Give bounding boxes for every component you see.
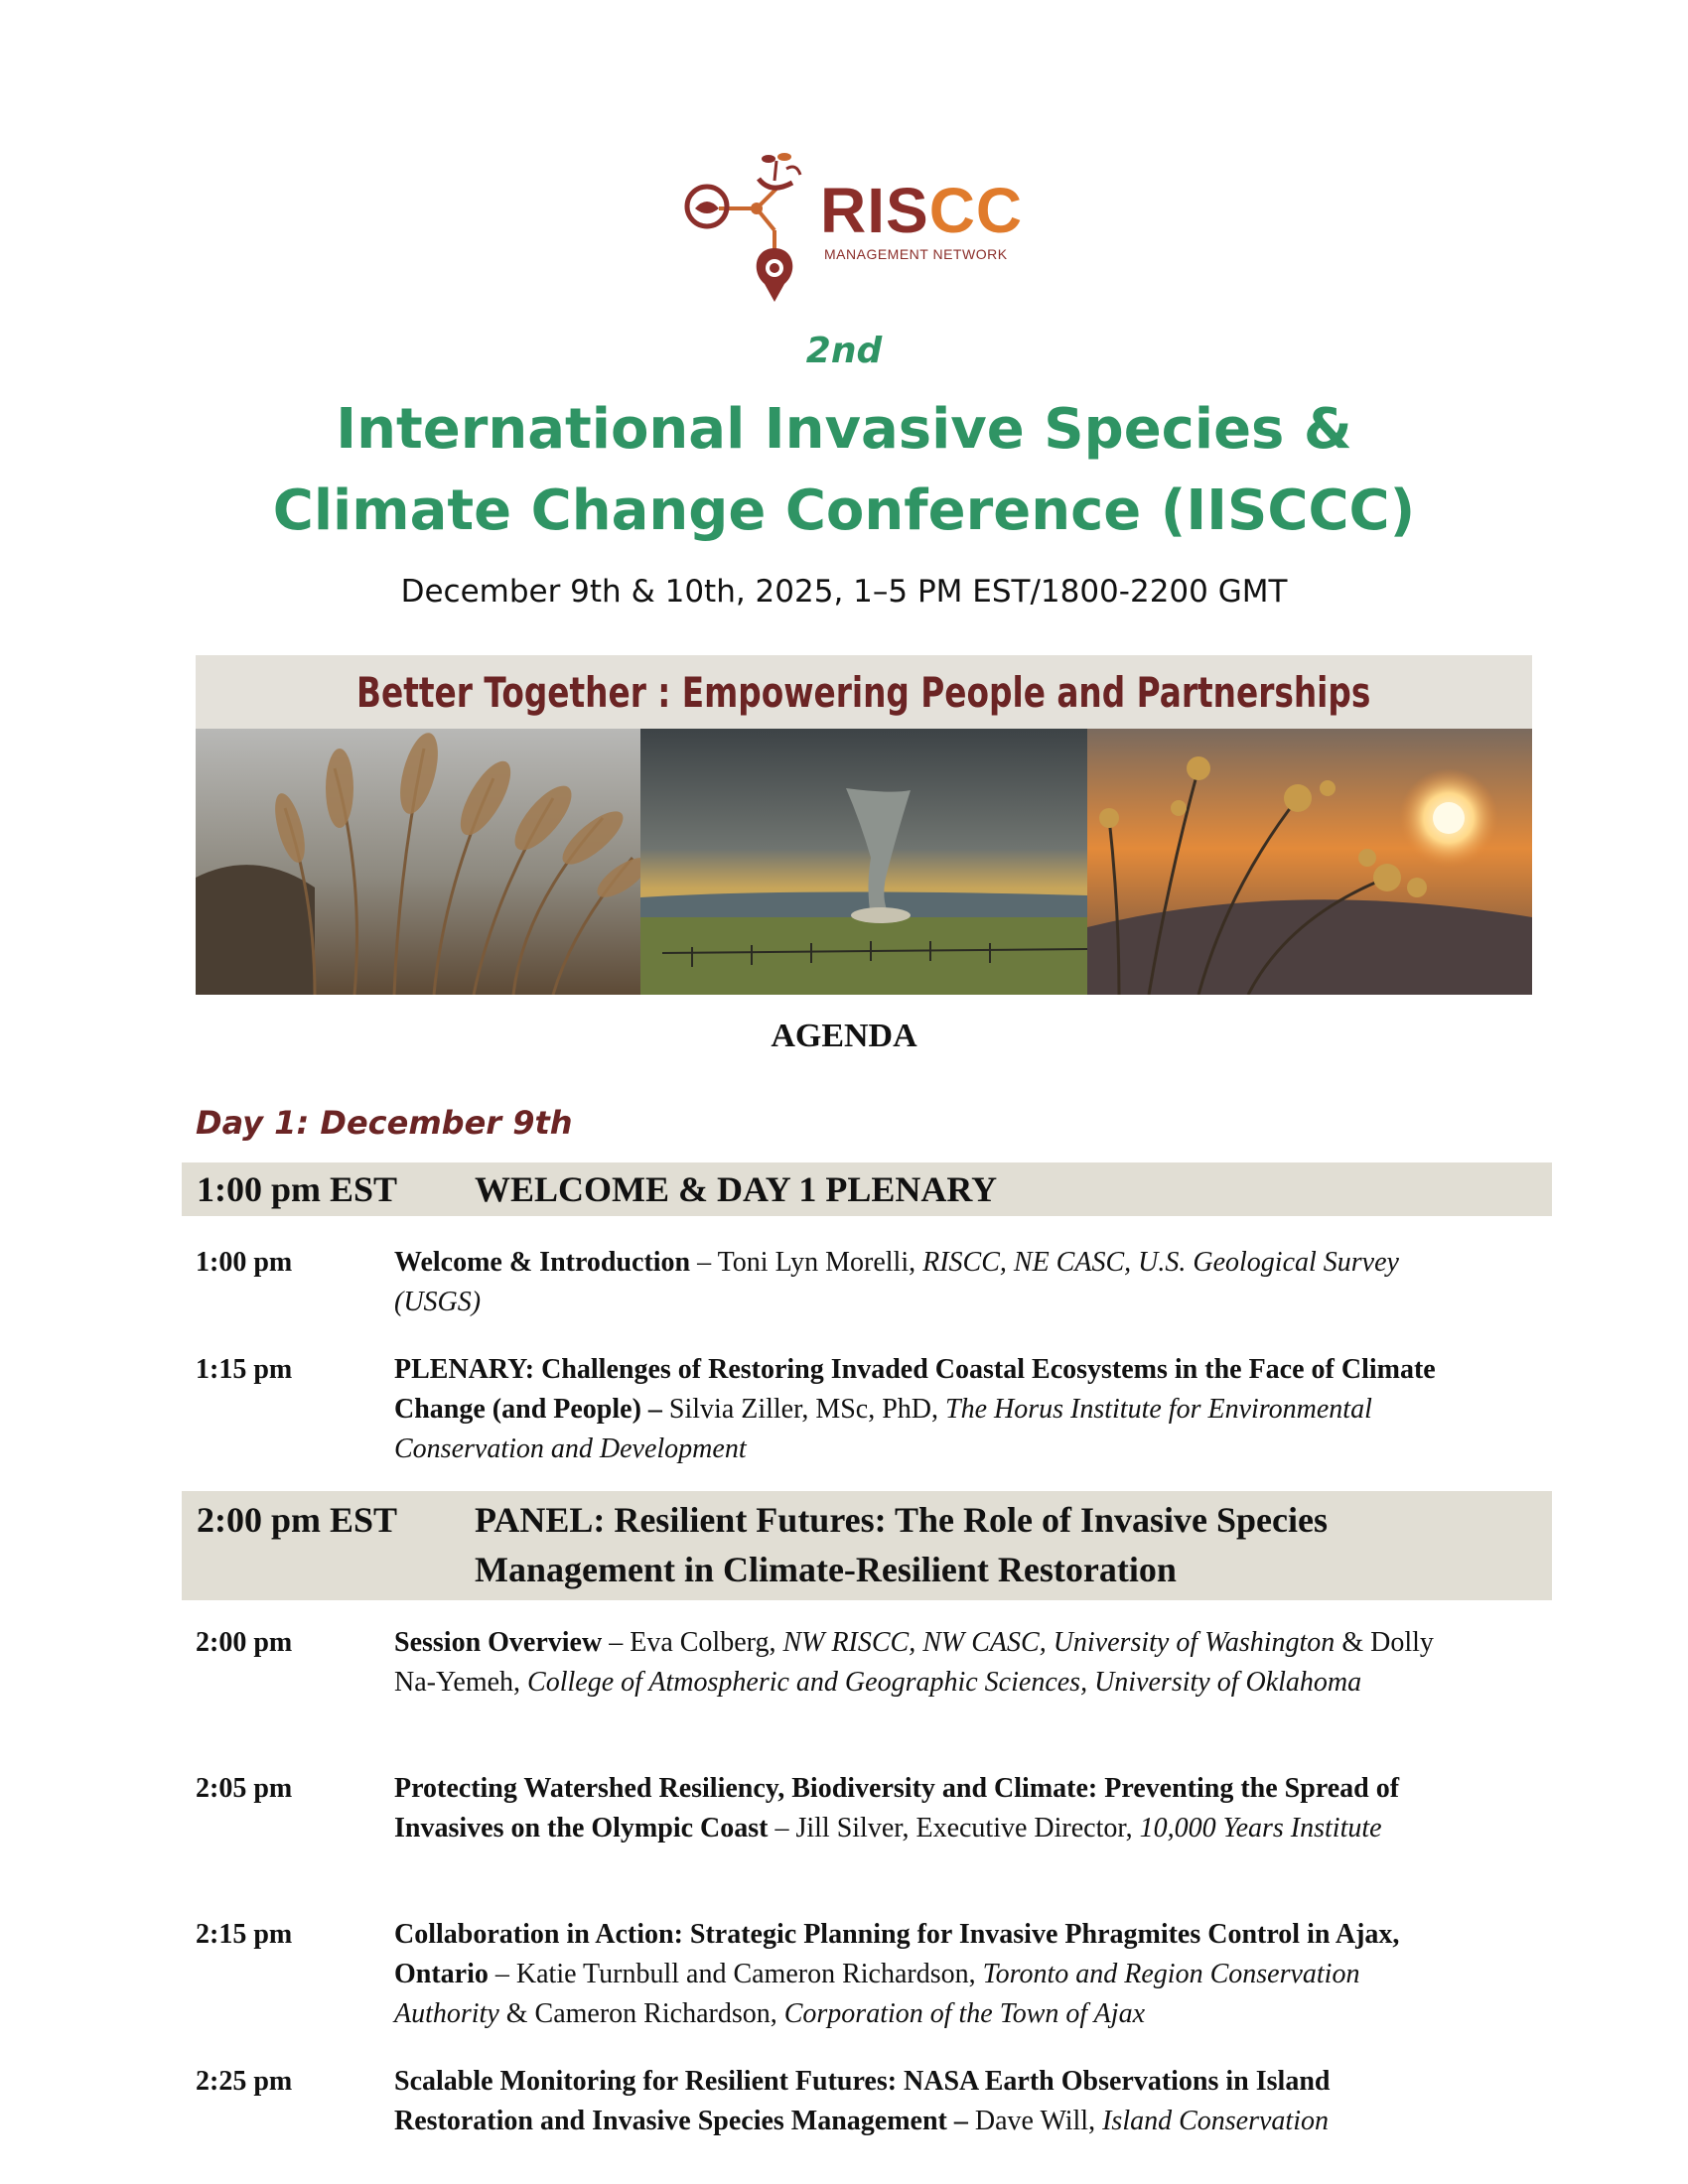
agenda-title: AGENDA: [771, 1018, 917, 1054]
affiliation: Island Conservation: [1102, 2106, 1329, 2136]
conference-title-line2: Climate Change Conference (IISCCC): [272, 478, 1416, 543]
affiliation: RISCC, NE CASC, U.S. Geological Survey (USGS): [394, 1247, 1399, 1317]
agenda-item-time: 2:25 pm: [196, 2066, 293, 2097]
banner-photos: [196, 729, 1532, 995]
banner-tagline: Better Together : Empowering People and Partnerships: [356, 667, 1371, 717]
speaker: Toni Lyn Morelli,: [717, 1247, 923, 1278]
agenda-item-time: 2:00 pm: [196, 1627, 293, 1658]
session-time: 1:00 pm EST: [197, 1169, 398, 1209]
affiliation-2: College of Atmospheric and Geographic Sciences, University of Oklahoma: [527, 1667, 1362, 1698]
speaker: Katie Turnbull and Cameron Richardson,: [515, 1959, 983, 1989]
logo-wordmark-part1: RIS: [820, 175, 929, 246]
affiliation: NW RISCC, NW CASC, University of Washington: [782, 1627, 1336, 1658]
affiliation: The Horus Institute for Environmental Conservation and Development: [394, 1394, 1372, 1464]
affiliation: Toronto and Region Conservation Authority: [394, 1959, 1360, 2029]
agenda-item-time: 2:15 pm: [196, 1919, 293, 1950]
speaker: Silvia Ziller, MSc, PhD,: [668, 1394, 946, 1425]
logo-subtitle: MANAGEMENT NETWORK: [824, 246, 1008, 262]
agenda-item-time: 2:05 pm: [196, 1773, 293, 1804]
agenda-item-details: Session Overview – Eva Colberg, NW RISCC, NW CASC, University of Washington & Dolly Na-Yemeh, College of Atmospheric and Geographic Sciences, University of Oklahoma: [394, 1627, 1434, 1698]
speaker: Dave Will,: [974, 2106, 1103, 2136]
affiliation-2: Corporation of the Town of Ajax: [783, 1998, 1145, 2029]
grass-photo-icon: [196, 729, 653, 995]
session-name: PANEL: Resilient Futures: The Role of Invasive Species Management in Climate-Resilient Restoration: [475, 1500, 1328, 1589]
agenda-item-details: Welcome & Introduction – Toni Lyn Morelli, RISCC, NE CASC, U.S. Geological Survey (USGS): [394, 1247, 1399, 1317]
talk-title: Protecting Watershed Resiliency, Biodiversity and Climate: Preventing the Spread of Invasives on the Olympic Coast: [394, 1773, 1400, 1843]
riscc-emblem-icon: [675, 139, 824, 308]
talk-title: Scalable Monitoring for Resilient Futures: NASA Earth Observations in Island Restoration and Invasive Species Management: [394, 2066, 1331, 2136]
conference-edition: 2nd: [805, 331, 883, 371]
talk-title: Welcome & Introduction: [394, 1247, 691, 1278]
agenda-item-details: Protecting Watershed Resiliency, Biodiversity and Climate: Preventing the Spread of Invasives on the Olympic Coast – Jill Silver, Executive Director, 10,000 Years Institute: [394, 1773, 1400, 1843]
speaker-2: Dolly Na-Yemeh,: [394, 1627, 1434, 1698]
agenda-item-details: Scalable Monitoring for Resilient Futures: NASA Earth Observations in Island Restoration and Invasive Species Management – Dave Will, Island Conservation: [394, 2066, 1331, 2136]
speaker-2: Cameron Richardson,: [534, 1998, 784, 2029]
day-1-title: Day 1: December 9th: [196, 1104, 573, 1142]
session-bar-welcome: [182, 1162, 1552, 1216]
agenda-item-details: Collaboration in Action: Strategic Planning for Invasive Phragmites Control in Ajax, Ontario – Katie Turnbull and Cameron Richardson, Toronto and Region Conservation Authority & Cameron Richardson, Corporation of the Town of Ajax: [394, 1919, 1400, 2029]
talk-title: PLENARY: Challenges of Restoring Invaded Coastal Ecosystems in the Face of Climate Change (and People): [394, 1354, 1436, 1425]
conference-dates: December 9th & 10th, 2025, 1–5 PM EST/1800-2200 GMT: [400, 574, 1288, 610]
speaker: Eva Colberg,: [630, 1627, 783, 1658]
session-time: 2:00 pm EST: [197, 1500, 398, 1540]
session-name: WELCOME & DAY 1 PLENARY: [475, 1169, 998, 1209]
conference-title: [0, 389, 1688, 552]
talk-title: Collaboration in Action: Strategic Planning for Invasive Phragmites Control in Ajax, Ontario: [394, 1919, 1400, 1989]
affiliation: 10,000 Years Institute: [1139, 1813, 1382, 1843]
riscc-logo: [675, 139, 1053, 308]
logo-wordmark: [820, 175, 1024, 246]
tornado-photo-icon: [640, 729, 1087, 995]
agenda-item-time: 1:15 pm: [196, 1354, 293, 1385]
talk-title: Session Overview: [394, 1627, 603, 1658]
agenda-item-time: 1:00 pm: [196, 1247, 293, 1278]
conference-title-line1: International Invasive Species &: [336, 397, 1352, 462]
session-bar-panel: [182, 1491, 1552, 1600]
speaker: Jill Silver, Executive Director,: [795, 1813, 1140, 1843]
sunset-flowers-photo-icon: [1087, 729, 1532, 995]
banner: [196, 655, 1532, 995]
agenda-item-details: PLENARY: Challenges of Restoring Invaded Coastal Ecosystems in the Face of Climate Change (and People) – Silvia Ziller, MSc, PhD, The Horus Institute for Environmental Conservation and Development: [394, 1354, 1436, 1464]
logo-wordmark-part2: CC: [928, 175, 1024, 246]
banner-tagline-strip: [196, 655, 1532, 729]
